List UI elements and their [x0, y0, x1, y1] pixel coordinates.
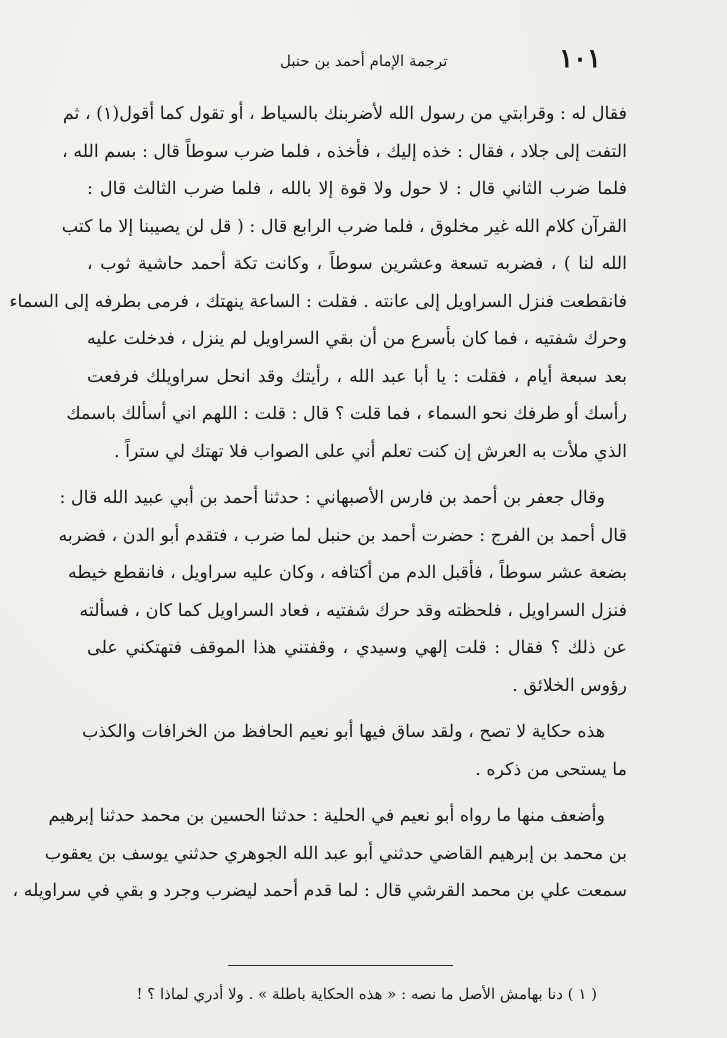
- text-line: بضعة عشر سوطاً ، فأقبل الدم من أكتافه ، وكان عليه سراويل ، فانقطع خيطه: [68, 563, 627, 583]
- text-line: سمعت علي بن محمد القرشي قال : لما قدم أحمد ليضرب وجرد و بقي في سراويله ،: [12, 881, 627, 901]
- text-line: فنزل السراويل ، فلحظته وقد حرك شفتيه ، فعاد السراويل كما كان ، فسألته: [79, 600, 627, 621]
- text-line: وقال جعفر بن أحمد بن فارس الأصبهاني : حدثنا أحمد بن أبي عبيد الله قال :: [59, 488, 605, 508]
- text-line: عن ذلك ؟ فقال : قلت إلهي وسيدي ، وقفتني هذا الموقف فتهتكني على: [87, 638, 627, 658]
- page-header: [40, 44, 687, 84]
- text-line: وأضعف منها ما رواه أبو نعيم في الحلية : حدثنا الحسين بن محمد حدثنا إبرهيم: [48, 806, 605, 826]
- text-line: هذه حكاية لا تصح ، ولقد ساق فيها أبو نعيم الحافظ من الخرافات والكذب: [81, 722, 605, 742]
- paragraph-1: [9, 96, 627, 471]
- footnote: ( ١ ) دنا بهامش الأصل ما نصه : « هذه الحكاية باطلة » . ولا أدري لماذا ؟ !: [136, 985, 597, 1003]
- footnote-divider: [228, 965, 453, 966]
- text-line: وحرك شفتيه ، فما كان بأسرع من أن بقي السراويل لم ينزل ، فدخلت عليه: [87, 329, 627, 349]
- text-line: بعد سبعة أيام ، فقلت : يا أبا عبد الله ، رأيتك وقد انحل سراويلك فرفعت: [87, 366, 627, 387]
- paragraph-gap: [87, 705, 627, 714]
- text-line: بن محمد بن إبرهيم القاضي حدثني أبو عبد الله الجوهري حدثني يوسف بن يعقوب: [44, 843, 627, 864]
- paragraph-4: [12, 798, 627, 911]
- paragraph-2: [58, 480, 627, 705]
- page-number: ١٠١: [559, 44, 601, 74]
- paragraph-3: [81, 714, 627, 789]
- paragraph-gap: [87, 471, 627, 480]
- text-line: التفت إلى جلاد ، فقال : خذه إليك ، فأخذه ، فلما ضرب سوطاً قال : بسم الله ،: [62, 141, 627, 162]
- running-title: ترجمة الإمام أحمد بن حنبل: [280, 52, 448, 70]
- text-line: فلما ضرب الثاني قال : لا حول ولا قوة إلا بالله ، فلما ضرب الثالث قال :: [87, 179, 627, 199]
- text-line: الذي ملأت به العرش إن كنت تعلم أني على الصواب فلا تهتك لي ستراً .: [113, 441, 627, 462]
- paragraph-gap: [87, 789, 627, 798]
- text-line: الله لنا ) ، فضربه تسعة وعشرين سوطاً ، وكانت تكة أحمد حاشية ثوب ،: [87, 254, 627, 274]
- text-line: فقال له : وقرابتي من رسول الله لأضربنك بالسياط ، أو تقول كما أقول(١) ، ثم: [62, 104, 627, 124]
- text-line: فانقطعت فنزل السراويل إلى عانته . فقلت : الساعة ينهتك ، فرمى بطرفه إلى السماء: [9, 291, 627, 312]
- text-line: قال أحمد بن الفرج : حضرت أحمد بن حنبل لما ضرب ، فتقدم أبو الدن ، فضربه: [58, 525, 627, 546]
- text-line: رأسك أو طرفك نحو السماء ، فما قلت ؟ قال : قلت : اللهم اني أسألك باسمك: [66, 404, 627, 424]
- text-line: ما يستحى من ذكره .: [475, 759, 627, 780]
- text-line: القرآن كلام الله غير مخلوق ، فلما ضرب الرابع قال : ( قل لن يصيبنا إلا ما كتب: [61, 216, 627, 237]
- text-line: رؤوس الخلائق .: [512, 675, 627, 696]
- body-text: [9, 96, 627, 911]
